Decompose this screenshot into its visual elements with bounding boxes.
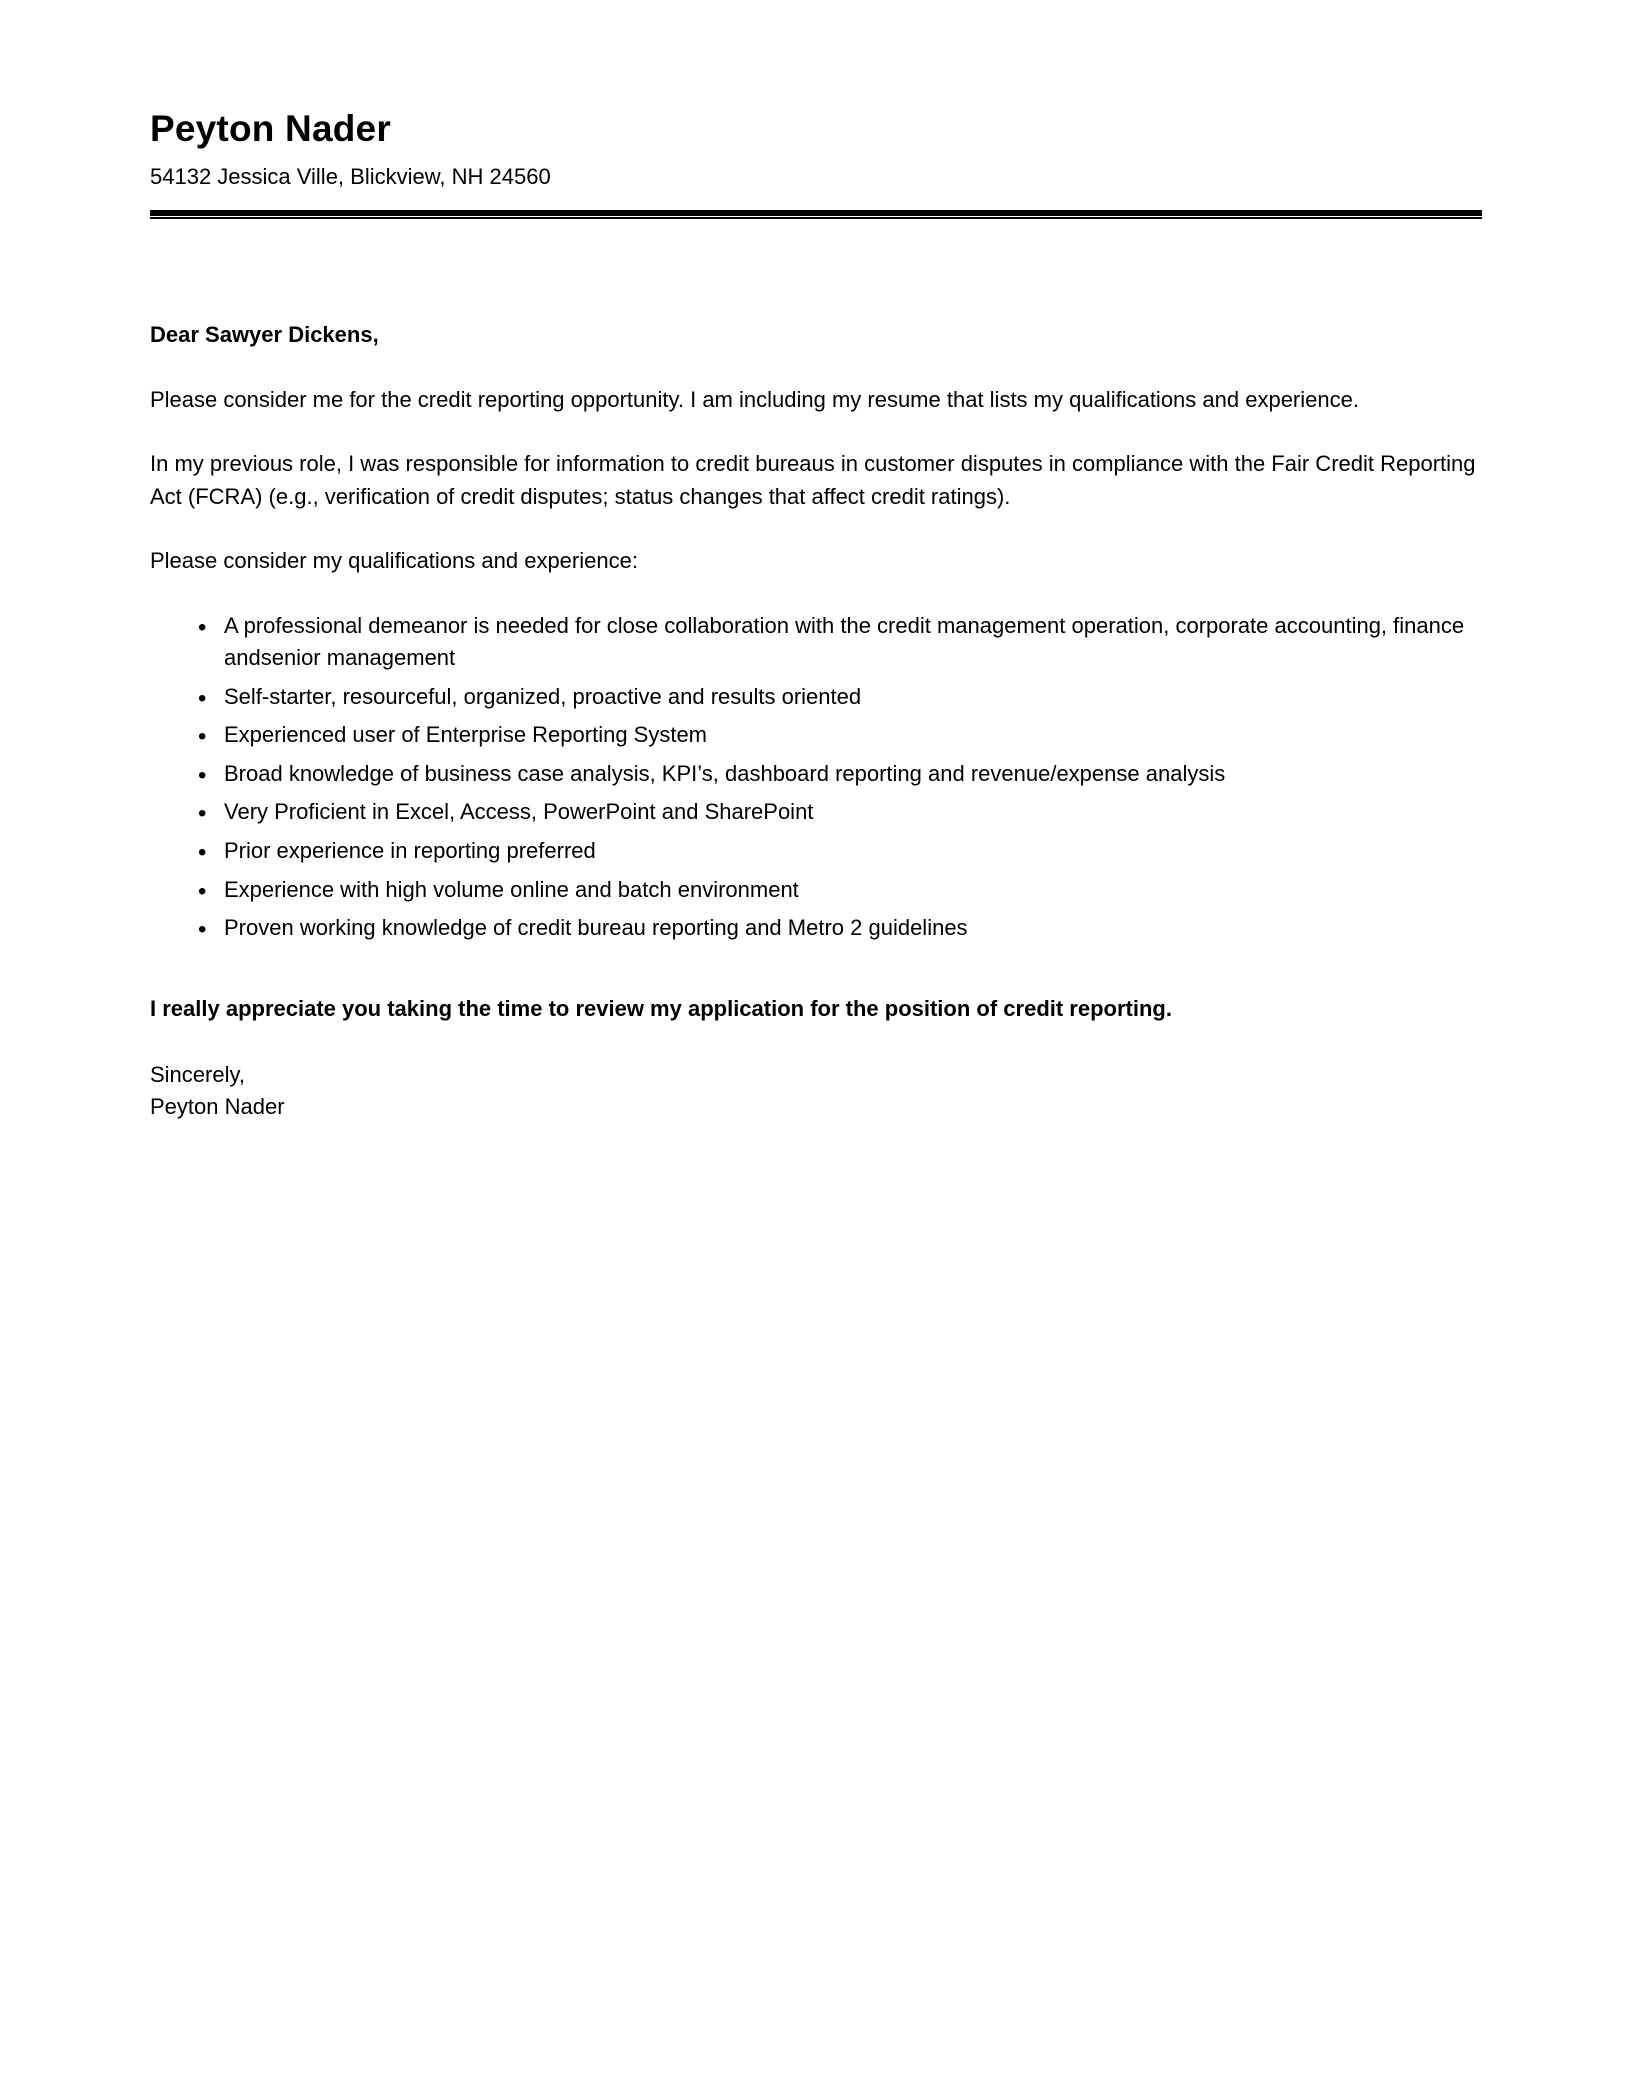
signoff: Sincerely, <box>150 1062 245 1088</box>
paragraph-previous-role: In my previous role, I was responsible for information to credit bureaus in customer disputes in compliance with the Fair Credit Reporting Act (FCRA) (e.g., verification of credit disputes; status changes that affect credit ratings). <box>150 451 1476 509</box>
list-item: • Prior experience in reporting preferred <box>198 835 1482 868</box>
letter-body <box>150 219 1482 1123</box>
list-item: • Experience with high volume online and batch environment <box>198 874 1482 907</box>
list-item: • A professional demeanor is needed for close collaboration with the credit management operation, corporate accounting, finance andsenior management <box>198 610 1482 675</box>
letter-header <box>150 108 1482 219</box>
list-item: • Proven working knowledge of credit bureau reporting and Metro 2 guidelines <box>198 912 1482 945</box>
paragraph-intro: Please consider me for the credit reporting opportunity. I am including my resume that lists my qualifications and experience. <box>150 386 1359 412</box>
signoff-block <box>150 1059 1482 1123</box>
sender-address: 54132 Jessica Ville, Blickview, NH 24560 <box>150 164 551 189</box>
list-item: • Self-starter, resourceful, organized, proactive and results oriented <box>198 681 1482 714</box>
qualifications-list <box>150 610 1482 945</box>
header-divider <box>150 210 1482 219</box>
list-item: • Experienced user of Enterprise Reporting System <box>198 719 1482 752</box>
paragraph-qualifications-lead: Please consider my qualifications and experience: <box>150 548 638 574</box>
list-item: • Broad knowledge of business case analysis, KPI’s, dashboard reporting and revenue/expense analysis <box>198 758 1482 791</box>
salutation: Dear Sawyer Dickens, <box>150 322 379 347</box>
closing-statement: I really appreciate you taking the time to review my application for the position of credit reporting. <box>150 995 1172 1021</box>
list-item: • Very Proficient in Excel, Access, PowerPoint and SharePoint <box>198 796 1482 829</box>
signature-name: Peyton Nader <box>150 1094 285 1120</box>
sender-name: Peyton Nader <box>150 108 391 149</box>
